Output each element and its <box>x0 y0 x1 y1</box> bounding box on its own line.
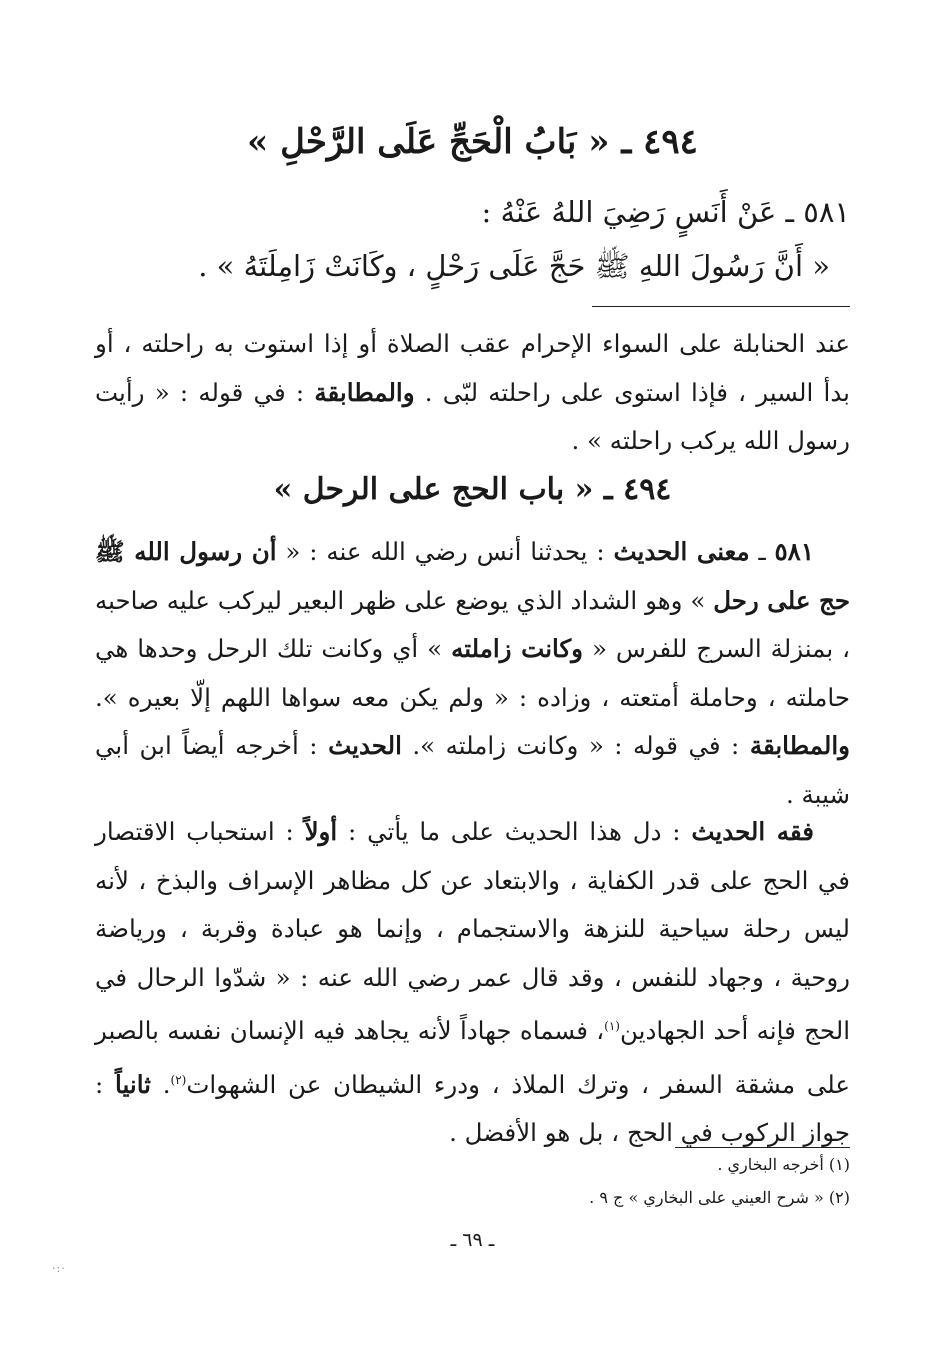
fiqh-text-4: . <box>162 1069 171 1099</box>
chapter-dash: ـ <box>603 472 613 507</box>
meaning-text-2: » وهو الشداد الذي يوضع على ظهر البعير ليركب عليه صاحبه ، بمنزلة السرج للفرس « <box>95 585 850 663</box>
footnote-2: (٢) « شرح العيني على البخاري » ج ٩ . <box>589 1188 850 1207</box>
fiqh-text-2: : استحباب الاقتصار في الحج على قدر الكفاية ، والابتعاد عن كل مظاهر الإسراف والبذخ ، لأنه ليس رحلة سياحية للنزهة والاستجمام ، وإنما هو عبادة وقربة ، ورياضة روحية ، وجهاد للنفس ، وقد قال عمر رضي الله عنه : « شدّوا الرحال في الحج فإنه أحد الجهادين <box>95 817 850 1046</box>
meaning-text-5: : أخرجه أيضاً ابن أبي شيبة . <box>95 731 850 809</box>
footnote-1: (١) أخرجه البخاري . <box>717 1155 850 1174</box>
fiqh-text-5: : جواز الركوب في الحج ، بل هو الأفضل . <box>95 1069 850 1148</box>
chapter-heading-vocalized <box>95 120 850 164</box>
hadith-intro: ـ عَنْ أَنَسٍ رَضِيَ اللهُ عَنْهُ : <box>481 195 795 229</box>
meaning-text-3: » أي وكانت تلك الرحل وحدها هي حاملته ، وحاملة أمتعته ، وزاده : « ولم يكن معه سواها اللهم إلّا بعيره ». <box>95 634 850 712</box>
matching-label: والمطابقة <box>749 731 850 760</box>
hadith-number: ٥٨١ <box>803 195 850 229</box>
footnote-ref-2: (٢) <box>170 1072 187 1087</box>
chapter-title-text: « باب الحج على الرحل » <box>273 472 594 507</box>
meaning-dash: ـ <box>758 537 766 566</box>
chapter-dash: ـ <box>621 122 632 162</box>
page-number: ـ ٦٩ ـ <box>450 1229 495 1251</box>
fiqh-text-3: ، فسماه جهاداً لأنه يجاهد فيه الإنسان نفسه بالصبر على مشقة السفر ، وترك الملاذ ، ودرء الشيطان عن الشهوات <box>95 1016 850 1099</box>
matching-label: والمطابقة <box>314 377 415 407</box>
fiqh-label: فقه الحديث <box>691 817 814 846</box>
fiqh-paragraph <box>95 808 850 1158</box>
hadith-label: الحديث <box>328 731 402 760</box>
footnotes <box>95 1148 850 1214</box>
hadith-text: « أَنَّ رَسُولَ اللهِ ﷺ حَجَّ عَلَى رَحْلٍ ، وكَانَتْ زَامِلَتَهُ » . <box>198 249 830 283</box>
second-point-label: ثانياً <box>115 1069 151 1099</box>
meaning-paragraph <box>95 528 850 819</box>
section-divider <box>592 306 850 307</box>
previous-commentary-text: عند الحنابلة على السواء الإحرام عقب الصلاة أو إذا استوت به راحلته ، أو بدأ السير ، فإذا استوى على راحلته لبّى . <box>95 329 850 407</box>
hadith-intro-line <box>95 192 850 232</box>
chapter-number: ٤٩٤ <box>623 472 672 507</box>
footnote-ref-1: (١) <box>604 1019 620 1033</box>
meaning-quote-2: وكانت زاملته <box>451 634 584 663</box>
meaning-quote-1: أن رسول الله ﷺ حج على رحل <box>95 537 851 615</box>
meaning-label: معنى الحديث <box>613 537 750 566</box>
previous-commentary-quote: : في قوله : « رأيت رسول الله يركب راحلته » . <box>95 377 850 455</box>
book-page <box>95 0 850 1366</box>
meaning-text-1: : يحدثنا أنس رضي الله عنه : « <box>285 537 605 566</box>
chapter-number: ٤٩٤ <box>643 122 698 162</box>
previous-commentary <box>95 320 850 466</box>
chapter-title-text: « بَابُ الْحَجِّ عَلَى الرَّحْلِ » <box>247 122 610 162</box>
meaning-number: ٥٨١ <box>774 537 814 566</box>
chapter-heading-plain <box>95 468 850 512</box>
meaning-text-4: : في قوله : « وكانت زاملته ». <box>412 731 740 760</box>
first-point-label: أولاً <box>304 817 338 846</box>
scan-marks: ·:· <box>52 1262 66 1275</box>
fiqh-text-1: : دل هذا الحديث على ما يأتي : <box>348 817 681 846</box>
